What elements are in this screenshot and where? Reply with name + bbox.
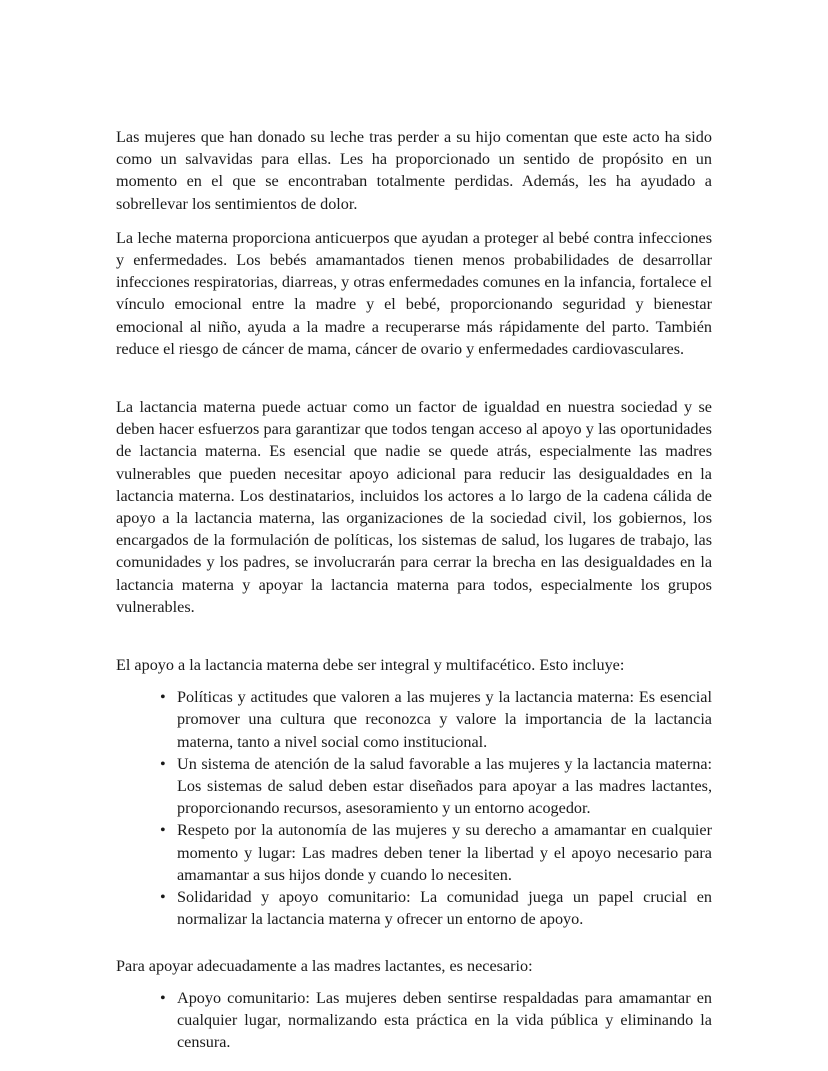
document-body <box>116 126 712 1053</box>
bullet-icon: • <box>160 988 166 1007</box>
bullet-icon: • <box>160 688 166 707</box>
list-item-text: Políticas y actitudes que valoren a las mujeres y la lactancia materna: Es esencial promover una cultura que reconozca y valore la importancia de la lactancia materna, tanto a nivel social como institucional. <box>177 688 712 751</box>
list-item <box>160 987 712 1054</box>
list-one-spacer <box>116 676 712 686</box>
paragraph-donated-milk: Las mujeres que han donado su leche tras perder a su hijo comentan que este acto ha sido como un salvavidas para ellas. Les ha proporcionado un sentido de propósito en un momento en el que se encontraban totalmente perdidas. Además, les ha ayudado a sobrellevar los sentimientos de dolor. <box>116 128 712 213</box>
list-item <box>160 686 712 753</box>
bullet-list-support-includes <box>116 686 712 930</box>
bullet-icon: • <box>160 754 166 773</box>
list-two-spacer <box>116 977 712 987</box>
section-spacer-three <box>116 931 712 955</box>
section-spacer-one <box>116 372 712 396</box>
list-item-text: Respeto por la autonomía de las mujeres y su derecho a amamantar en cualquier momento y lugar: Las madres deben tener la libertad y el apoyo necesario para amamantar a sus hijos donde y cuando lo necesiten. <box>177 821 712 884</box>
bullet-list-support-needed <box>116 987 712 1054</box>
paragraph-support-intro: El apoyo a la lactancia materna debe ser integral y multifacético. Esto incluye: <box>116 656 625 675</box>
list-item-text: Un sistema de atención de la salud favorable a las mujeres y la lactancia materna: Los sistemas de salud deben estar diseñados para apoyar a las madres lactantes, proporcionando recursos, asesoramiento y un entorno acogedor. <box>177 754 712 818</box>
paragraph-equality-factor: La lactancia materna puede actuar como un factor de igualdad en nuestra sociedad y se deben hacer esfuerzos para garantizar que todos tengan acceso al apoyo y las oportunidades de lactancia materna. Es esencial que nadie se quede atrás, especialmente las madres vulnerables que pueden necesitar apoyo adicional para reducir las desigualdades en la lactancia materna. Los destinatarios, incluidos los actores a lo largo de la cadena cálida de apoyo a la lactancia materna, las organizaciones de la sociedad civil, los gobiernos, los encargados de la formulación de políticas, los sistemas de salud, los lugares de trabajo, las comunidades y los padres, se involucrarán para cerrar la brecha en las desigualdades en la lactancia materna y apoyar la lactancia materna para todos, especialmente los grupos vulnerables. <box>116 398 712 616</box>
list-item-text: Solidaridad y apoyo comunitario: La comunidad juega un papel crucial en normalizar la lactancia materna y ofrecer un entorno de apoyo. <box>177 888 712 929</box>
section-spacer-two <box>116 630 712 654</box>
list-item <box>160 819 712 886</box>
list-item-text: Apoyo comunitario: Las mujeres deben sentirse respaldadas para amamantar en cualquier lugar, normalizando esta práctica en la vida pública y eliminando la censura. <box>177 988 712 1052</box>
bullet-icon: • <box>160 888 166 907</box>
list-item <box>160 753 712 820</box>
list-item <box>160 886 712 930</box>
bullet-icon: • <box>160 821 166 840</box>
paragraph-support-mothers-intro: Para apoyar adecuadamente a las madres lactantes, es necesario: <box>116 956 533 975</box>
paragraph-breastmilk-benefits: La leche materna proporciona anticuerpos que ayudan a proteger al bebé contra infecciones y enfermedades. Los bebés amamantados tienen menos probabilidades de desarrollar infecciones respiratorias, diarreas, y otras enfermedades comunes en la infancia, fortalece el vínculo emocional entre la madre y el bebé, proporcionando seguridad y bienestar emocional al niño, ayuda a la madre a recuperarse más rápidamente del parto. También reduce el riesgo de cáncer de mama, cáncer de ovario y enfermedades cardiovasculares. <box>116 228 712 358</box>
